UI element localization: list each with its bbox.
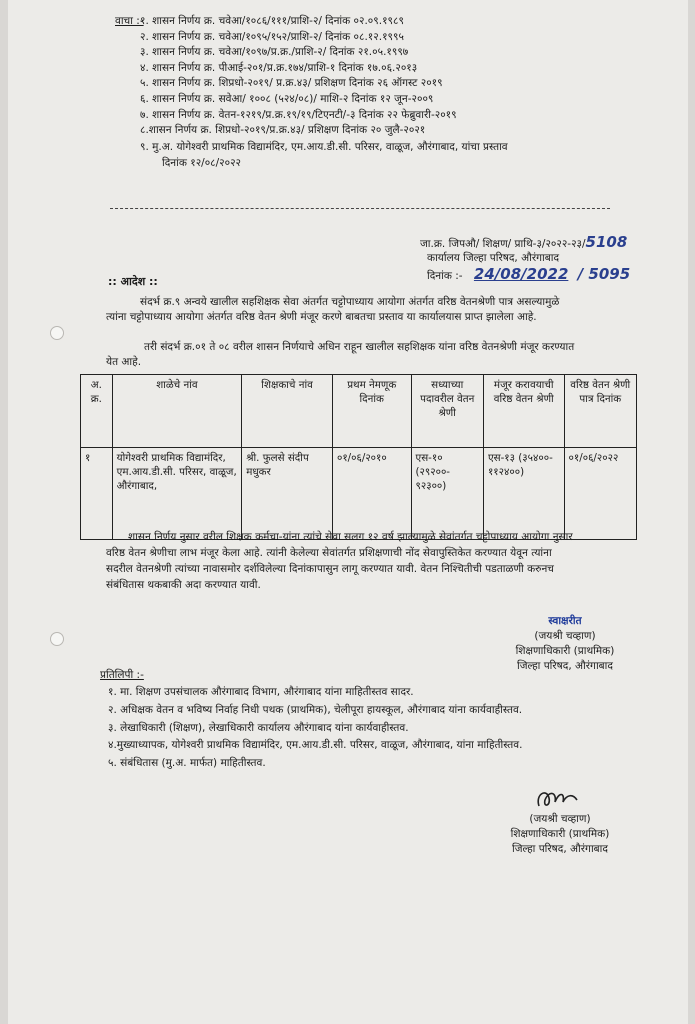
table-header: मंजूर करावयाची वरिष्ठ वेतन श्रेणी xyxy=(483,375,564,448)
signature-block-2 xyxy=(495,812,625,857)
table-header: अ. क्र. xyxy=(81,375,113,448)
table-cell-school: योगेश्वरी प्राथमिक विद्यामंदिर, एम.आय.डी.सी. परिसर, वाळूज, औरंगाबाद, xyxy=(112,448,242,540)
divider-line xyxy=(110,208,610,209)
order-paragraph-3-cont: संबंधितास थकबाकी अदा करण्यात यावी. xyxy=(106,579,261,591)
references-label: वाचा :- xyxy=(115,15,144,27)
signatory-office: जिल्हा परिषद, औरंगाबाद xyxy=(512,843,608,855)
order-title: :: आदेश :: xyxy=(108,275,158,288)
reference-item: ४. शासन निर्णय क्र. पीआई-२०१/प्र.क्र.१७४/प्राशि-१ दिनांक १७.०६.२०१३ xyxy=(140,61,418,74)
order-paragraph-2: तरी संदर्भ क्र.०१ ते ०८ वरील शासन निर्णयाचे अधिन राहून खालील सहशिक्षक यांना वरिष्ठ वेतनश्रेणी मंजूर करण्यात xyxy=(144,341,575,353)
approval-table xyxy=(80,374,637,540)
order-paragraph-3-cont: सदरील वेतनश्रेणी त्यांच्या नावासमोर दर्शविलेल्या दिनांकापासुन लागू करण्यात यावी. वेतन निश्चितीची पडताळणी करुनच xyxy=(106,563,554,575)
table-header: वरिष्ठ वेतन श्रेणी पात्र दिनांक xyxy=(564,375,636,448)
reference-item: २. शासन निर्णय क्र. चवेआ/१०९५/१५२/प्राशि-२/ दिनांक ०८.१२.१९९५ xyxy=(140,30,404,43)
order-paragraph-2-cont: येत आहे. xyxy=(106,356,142,368)
handwritten-signature xyxy=(533,786,581,814)
reference-item: ८.शासन निर्णय क्र. शिप्रधो-२०१९/प्र.क्र.४३/ प्रशिक्षण दिनांक २० जुलै-२०२१ xyxy=(140,124,426,137)
table-header: सध्याच्या पदावरील वेतन श्रेणी xyxy=(411,375,483,448)
order-date xyxy=(427,267,630,283)
order-paragraph-3-cont: वरिष्ठ वेतन श्रेणीचा लाभ मंजूर केला आहे. त्यांनी केलेल्या सेवांतर्गत प्रशिक्षणाची नोंद सेवापुस्तिकेत करण्यात येवून त्यांना xyxy=(106,547,552,559)
signatory-title: शिक्षणाधिकारी (प्राथमिक) xyxy=(510,828,610,840)
reference-item: ५. शासन निर्णय क्र. शिप्रधो-२०१९/ प्र.क्र.४३/ प्रशिक्षण दिनांक २६ ऑगस्ट २०१९ xyxy=(140,77,443,90)
copy-to-item: २. अधिक्षक वेतन व भविष्य निर्वाह निधी पथक (प्राथमिक), चेलीपूरा हायस्कूल, औरंगाबाद यांना कार्यवाहीस्तव. xyxy=(108,703,523,716)
order-paragraph-1-cont: त्यांना चट्टोपाध्याय आयोगा अंतर्गत वरिष्ठ वेतन श्रेणी मंजूर करणे बाबतचा प्रस्ताव या कार्यालयास प्राप्त झालेला आहे. xyxy=(106,311,537,323)
signatory-name: (जयश्री चव्हाण) xyxy=(534,630,596,642)
order-date-handwritten: 24/08/2022 xyxy=(473,265,569,283)
signatory-title: शिक्षणाधिकारी (प्राथमिक) xyxy=(515,645,615,657)
table-cell-first-date: ०१/०६/२०१० xyxy=(332,448,411,540)
table-header: शाळेचे नांव xyxy=(112,375,242,448)
copy-to-item: ३. लेखाधिकारी (शिक्षण), लेखाधिकारी कार्यालय औरंगाबाद यांना कार्यवाहीस्तव. xyxy=(108,721,409,734)
reference-item: १. शासन निर्णय क्र. चवेआ/१०८६/१११/प्राशि-२/ दिनांक ०२.०९.१९८९ xyxy=(140,15,404,27)
signed-stamp: स्वाक्षरीत xyxy=(548,615,582,627)
outward-number xyxy=(420,235,627,251)
references-list xyxy=(140,14,457,139)
copy-to-item: ५. संबंधितास (मु.अ. मार्फत) माहितीस्तव. xyxy=(108,757,266,770)
reference-item: ३. शासन निर्णय क्र. चवेआ/१०९७/प्र.क्र./प्राशि-२/ दिनांक २१.०५.१९९७ xyxy=(140,46,409,59)
table-header-row xyxy=(81,375,637,448)
signature-block-1 xyxy=(505,614,625,674)
reference-item-9: ९. मु.अ. योगेश्वरी प्राथमिक विद्यामंदिर, एम.आय.डी.सी. परिसर, वाळूज, औरंगाबाद, यांचा प्रस्ताव xyxy=(140,141,508,153)
table-header: प्रथम नेमणूक दिनांक xyxy=(332,375,411,448)
outward-number-label: जा.क्र. जिपऔ/ शिक्षण/ प्राथि-३/२०२२-२३/ xyxy=(420,238,586,250)
punch-hole xyxy=(50,326,64,340)
table-row xyxy=(81,448,637,540)
table-cell-teacher: श्री. फुलसे संदीप मधुकर xyxy=(242,448,333,540)
signatory-name: (जयश्री चव्हाण) xyxy=(529,813,591,825)
copy-to-title: प्रतिलिपी :- xyxy=(100,669,144,681)
copy-to-item: १. मा. शिक्षण उपसंचालक औरंगाबाद विभाग, औरंगाबाद यांना माहितीस्तव सादर. xyxy=(108,686,414,698)
punch-hole xyxy=(50,632,64,646)
table-cell-current-scale: एस-१० (२९२००- ९२३००) xyxy=(411,448,483,540)
signatory-office: जिल्हा परिषद, औरंगाबाद xyxy=(517,660,613,672)
order-date-label: दिनांक :- xyxy=(427,270,463,282)
table-header: शिक्षकाचे नांव xyxy=(242,375,333,448)
reference-item: ६. शासन निर्णय क्र. सवेआ/ १००८ (५२४/०८)/ माशि-२ दिनांक १२ जून-२००९ xyxy=(140,92,434,105)
copy-to-list xyxy=(108,684,522,773)
table-cell-eligible-date: ०१/०६/२०२२ xyxy=(564,448,636,540)
order-paragraph-1: संदर्भ क्र.९ अन्वये खालील सहशिक्षक सेवा अंतर्गत चट्टोपाध्याय आयोगा अंतर्गत वरिष्ठ वेतनश्रेणी पात्र असल्यामुळे xyxy=(140,296,560,308)
copy-to-item: ४.मुख्याध्यापक, योगेश्वरी प्राथमिक विद्यामंदिर, एम.आय.डी.सी. परिसर, वाळूज, औरंगाबाद, यांना माहितीस्तव. xyxy=(108,739,523,752)
order-paragraph-3: शासन निर्णय नुसार वरील शिक्षक कर्मचा-यांना त्यांचे सेवा सलग १२ वर्ष झाल्यामुळे सेवांतर्गत चट्टोपाध्याय आयोगा नुसार xyxy=(128,531,573,543)
table-cell-approved-scale: एस-१३ (३५४००- ११२४००) xyxy=(483,448,564,540)
reference-item: ७. शासन निर्णय क्र. वेतन-१२१९/प्र.क्र.१९/१९/टिएनटी/-३ दिनांक २२ फेब्रुवारी-२०१९ xyxy=(140,108,457,121)
reference-item-9-date: दिनांक १२/०८/२०२२ xyxy=(162,157,241,169)
order-number-handwritten: / 5095 xyxy=(577,265,631,283)
table-cell-sr: १ xyxy=(81,448,113,540)
outward-number-handwritten: 5108 xyxy=(585,233,628,251)
office-name: कार्यालय जिल्हा परिषद, औरंगाबाद xyxy=(427,252,560,264)
